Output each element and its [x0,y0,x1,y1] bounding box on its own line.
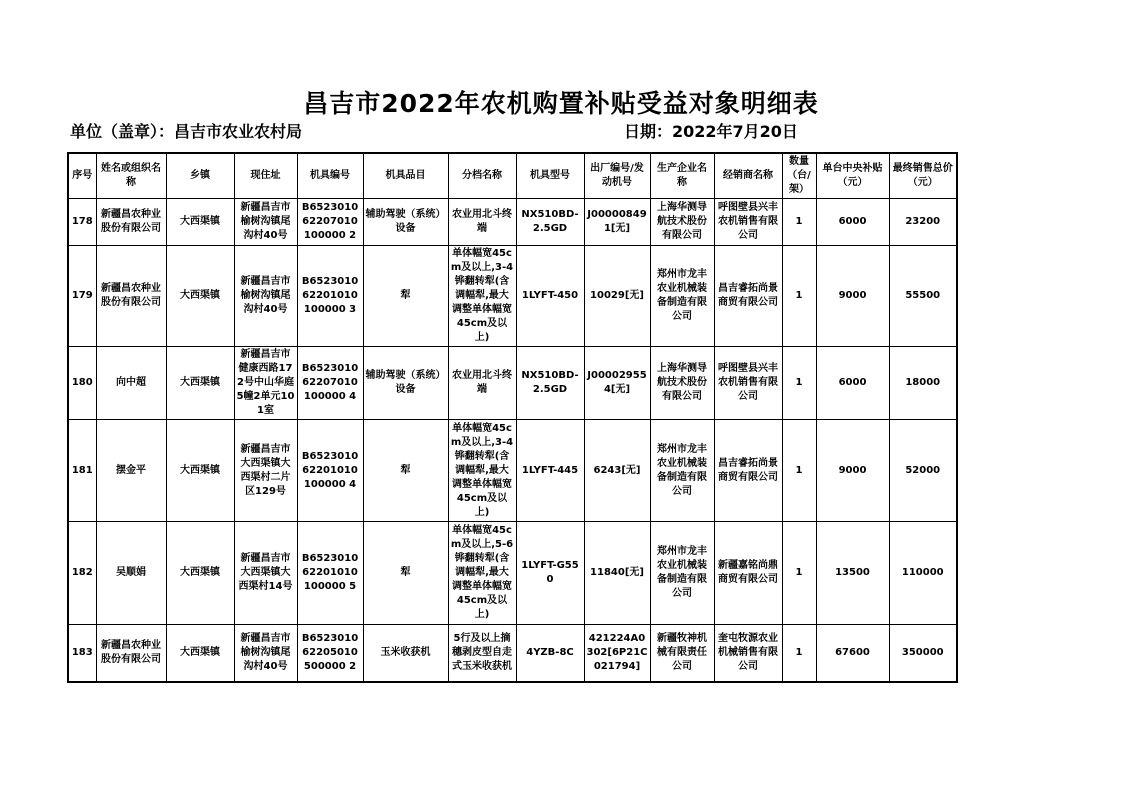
table-cell: 大西渠镇 [166,246,234,347]
table-header-row [68,153,957,199]
table-cell: B652301062205010500000 2 [297,625,363,682]
header-cell: 机具编号 [297,153,363,199]
header-cell: 序号 [68,153,96,199]
table-cell: 11840[无] [584,522,650,625]
table-cell: 呼图壁县兴丰农机销售有限公司 [714,199,782,246]
table-cell: 单体幅宽45cm及以上,3-4铧翻转犁(含调幅犁,最大调整单体幅宽45cm及以上) [448,246,516,347]
table-cell: 350000 [889,625,957,682]
table-cell: 新疆昌吉市大西渠镇大西渠村二片区129号 [234,420,297,522]
table-cell: 农业用北斗终端 [448,199,516,246]
table-cell: 新疆牧神机械有限责任公司 [650,625,714,682]
header-cell: 单台中央补贴（元） [816,153,889,199]
table-cell: 1 [782,347,816,420]
table-cell: 新疆嘉铭尚鼎商贸有限公司 [714,522,782,625]
header-cell: 机具品目 [363,153,448,199]
table-cell: 昌吉睿拓尚景商贸有限公司 [714,420,782,522]
table-cell: 4YZB-8C [516,625,584,682]
table-cell: B652301062201010100000 5 [297,522,363,625]
table-cell: 6000 [816,347,889,420]
table-cell: 郑州市龙丰农业机械装备制造有限公司 [650,246,714,347]
table-row [68,420,957,522]
header-cell: 乡镇 [166,153,234,199]
table-cell: 55500 [889,246,957,347]
table-cell: 昌吉睿拓尚景商贸有限公司 [714,246,782,347]
table-cell: J000008491[无] [584,199,650,246]
header-cell: 现住址 [234,153,297,199]
table-cell: 5行及以上摘穗剥皮型自走式玉米收获机 [448,625,516,682]
table-cell: 向中超 [96,347,166,420]
table-cell: 6243[无] [584,420,650,522]
table-cell: 52000 [889,420,957,522]
table-cell: 大西渠镇 [166,347,234,420]
table-cell: 单体幅宽45cm及以上,5-6铧翻转犁(含调幅犁,最大调整单体幅宽45cm及以上) [448,522,516,625]
table-cell: 1 [782,522,816,625]
table-cell: 新疆昌农种业股份有限公司 [96,625,166,682]
unit-label: 单位（盖章）：昌吉市农业农村局 [70,122,303,141]
table-cell: 农业用北斗终端 [448,347,516,420]
table-cell: 大西渠镇 [166,625,234,682]
table-cell: 178 [68,199,96,246]
table-cell: 单体幅宽45cm及以上,3-4铧翻转犁(含调幅犁,最大调整单体幅宽45cm及以上) [448,420,516,522]
header-cell: 数量（台/架） [782,153,816,199]
table-cell: 新疆昌吉市榆树沟镇尾沟村40号 [234,625,297,682]
table-cell: NX510BD-2.5GD [516,199,584,246]
table-cell: B652301062207010100000 2 [297,199,363,246]
table-cell: 新疆昌吉市榆树沟镇尾沟村40号 [234,246,297,347]
table-cell: 1 [782,420,816,522]
table-cell: 新疆昌农种业股份有限公司 [96,199,166,246]
table-cell: B652301062201010100000 4 [297,420,363,522]
table-cell: 180 [68,347,96,420]
table-cell: 18000 [889,347,957,420]
header-cell: 机具型号 [516,153,584,199]
table-cell: 110000 [889,522,957,625]
table-cell: J000029554[无] [584,347,650,420]
table-row [68,522,957,625]
table-cell: 郑州市龙丰农业机械装备制造有限公司 [650,420,714,522]
table-cell: 9000 [816,246,889,347]
table-cell: 1LYFT-G550 [516,522,584,625]
table-cell: 犁 [363,246,448,347]
header-cell: 经销商名称 [714,153,782,199]
table-cell: NX510BD-2.5GD [516,347,584,420]
table-row [68,246,957,347]
table-cell: 1 [782,246,816,347]
table-cell: 新疆昌吉市健康西路172号中山华庭5幢2单元101室 [234,347,297,420]
table-cell: 181 [68,420,96,522]
table-cell: 1LYFT-450 [516,246,584,347]
table-cell: 上海华测导航技术股份有限公司 [650,347,714,420]
header-cell: 出厂编号/发动机号 [584,153,650,199]
date-label: 日期：2022年7月20日 [624,122,798,141]
table-cell: 摆金平 [96,420,166,522]
header-cell: 分档名称 [448,153,516,199]
page-title: 昌吉市2022年农机购置补贴受益对象明细表 [303,89,819,118]
table-cell: 1 [782,625,816,682]
table-cell: 上海华测导航技术股份有限公司 [650,199,714,246]
table-cell: 犁 [363,420,448,522]
table-cell: 1LYFT-445 [516,420,584,522]
table-cell: 9000 [816,420,889,522]
table-cell: 辅助驾驶（系统）设备 [363,347,448,420]
table-row [68,625,957,682]
table-cell: 辅助驾驶（系统）设备 [363,199,448,246]
table-cell: 新疆昌吉市榆树沟镇尾沟村40号 [234,199,297,246]
table-cell: 大西渠镇 [166,420,234,522]
table-cell: 1 [782,199,816,246]
table-cell: 新疆昌吉市大西渠镇大西渠村14号 [234,522,297,625]
table-cell: 10029[无] [584,246,650,347]
table-cell: 郑州市龙丰农业机械装备制造有限公司 [650,522,714,625]
table-cell: 183 [68,625,96,682]
table-cell: 67600 [816,625,889,682]
table-cell: 玉米收获机 [363,625,448,682]
table-cell: 13500 [816,522,889,625]
table-cell: 179 [68,246,96,347]
table-cell: 421224A0302[6P21C021794] [584,625,650,682]
table-cell: 6000 [816,199,889,246]
table-cell: B652301062207010100000 4 [297,347,363,420]
header-cell: 生产企业名称 [650,153,714,199]
table-cell: 23200 [889,199,957,246]
table-cell: 呼图壁县兴丰农机销售有限公司 [714,347,782,420]
table-row [68,199,957,246]
header-cell: 最终销售总价（元） [889,153,957,199]
table-cell: B652301062201010100000 3 [297,246,363,347]
table-cell: 182 [68,522,96,625]
table-cell: 大西渠镇 [166,522,234,625]
table-cell: 吴顺娟 [96,522,166,625]
subsidy-table [67,152,958,683]
header-cell: 姓名或组织名称 [96,153,166,199]
table-cell: 犁 [363,522,448,625]
table-row [68,347,957,420]
table-cell: 新疆昌农种业股份有限公司 [96,246,166,347]
table-cell: 奎屯牧源农业机械销售有限公司 [714,625,782,682]
table-cell: 大西渠镇 [166,199,234,246]
